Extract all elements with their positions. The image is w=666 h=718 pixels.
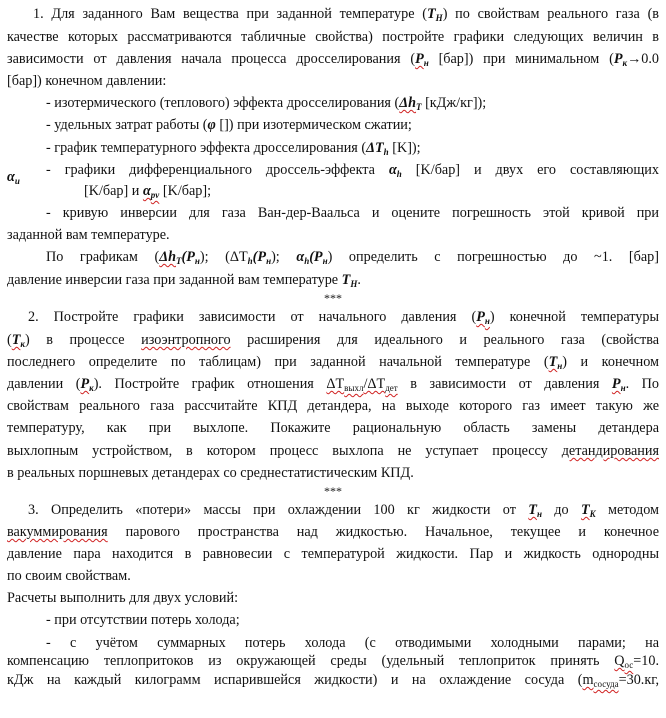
p1-line-4: [бар]) конечном давлении: bbox=[7, 73, 167, 89]
p3-line-2: вакуммирования парового пространства над жидкостью. Начальное, текущее и конечное bbox=[7, 524, 659, 540]
p3-line-4: по своим свойствам. bbox=[7, 568, 131, 584]
p3-line-9: кДж на каждый килограмм испарившейся жидкости) и на охлаждение сосуда ($m_{сосуда}=30.кг$, bbox=[7, 672, 659, 689]
p3-line-7: - с учётом суммарных потерь холода (с отводимыми холодными парами; на bbox=[46, 635, 659, 651]
p2-line-8: в реальных поршневых детандерах со среднестатистическим КПД. bbox=[7, 465, 414, 481]
p1-bullet-2: - удельных затрат работы (φ []) при изотермическом сжатии; bbox=[46, 117, 412, 133]
p3-line-3: давление пара находится в равновесии с температурой жидкости. Пар и жидкость однородны bbox=[7, 546, 659, 562]
p2-line-2: $(T_к)$ в процессе изоэнтропного расширения для идеального и реального газа (свойства bbox=[7, 332, 659, 349]
p1-line-2: качестве которых рассматриваются табличные свойства) постройте графики следующих величин в bbox=[7, 29, 659, 45]
p1-line-1: 1. Для заданного Вам вещества при заданной температуре $(T_H)$ по свойствам реального газа (в bbox=[33, 6, 660, 23]
separator-2: *** bbox=[324, 484, 342, 498]
p1-line-3: зависимости от давления начала процесса дросселирования ($P_н$ [бар]) при минимальном ($P_к\to 0.0$ bbox=[7, 51, 659, 68]
p1-bullet-1: - изотермического (теплового) эффекта дросселирования ($\Delta h_T$ [кДж/кг]); bbox=[46, 95, 487, 112]
p2-line-4: давлении $(P_к)$. Постройте график отношения $\Delta T_{выхл}/\Delta T_{дет}$ в зависимости от давления $P_н$. По bbox=[7, 376, 659, 393]
p2-line-5: свойствам реального газа рассчитайте КПД детандера, на выходе которого газ имеет такую же bbox=[7, 398, 659, 414]
p1-bullet-6: - кривую инверсии для газа Ван-дер-Ваальса и оцените погрешность этой кривой при bbox=[46, 205, 659, 221]
p3-line-5: Расчеты выполнить для двух условий: bbox=[7, 590, 239, 606]
separator-1: *** bbox=[324, 291, 342, 305]
p3-line-8: компенсацию теплопритоков из окружающей среды (удельный теплоприток принять $Q_{ос}=10$. bbox=[7, 653, 659, 670]
p2-line-6: температуру, как при выхлопе. Покажите рациональную область замены детандера bbox=[7, 420, 659, 436]
p1-bullet-7: заданной вам температуре. bbox=[7, 227, 170, 243]
p3-line-6: - при отсутствии потерь холода; bbox=[46, 612, 240, 628]
p2-line-3: последнего определите по таблицам) при заданной начальной температуре $(T_н)$ и конечном bbox=[7, 354, 660, 371]
p3-line-1: 3. Определить «потери» массы при охлаждении 100 кг жидкости от $T_н$ до $T_K$ методом bbox=[28, 502, 660, 519]
p1-alpha-u: $\alpha_u$ bbox=[7, 169, 20, 186]
p2-line-1: 2. Постройте графики зависимости от начального давления $(P_н)$ конечной температуры bbox=[28, 309, 659, 326]
p2-line-7: выхлопным устройством, в котором процесс выхлопа не уступает процессу детандирования bbox=[7, 443, 659, 459]
p1-bullet-4: - графики дифференциального дроссель-эффекта $\alpha_h$ [K/бар] и двух его составляющих bbox=[46, 162, 659, 179]
p1-graphs-line-1: По графикам ($\Delta h_T(P_н)$; ($\Delta T_h(P_н)$; $\alpha_h(P_н)$ определить с погрешностью до ~1. [бар] bbox=[46, 249, 659, 266]
p1-graphs-line-2: давление инверсии газа при заданной вам температуре $T_H$. bbox=[7, 272, 361, 289]
p1-bullet-5: [K/бар] и $\alpha_{pv}$ [K/бар]; bbox=[84, 183, 212, 200]
p1-bullet-3: - график температурного эффекта дросселирования ($\Delta T_h$ [K]); bbox=[46, 140, 421, 157]
